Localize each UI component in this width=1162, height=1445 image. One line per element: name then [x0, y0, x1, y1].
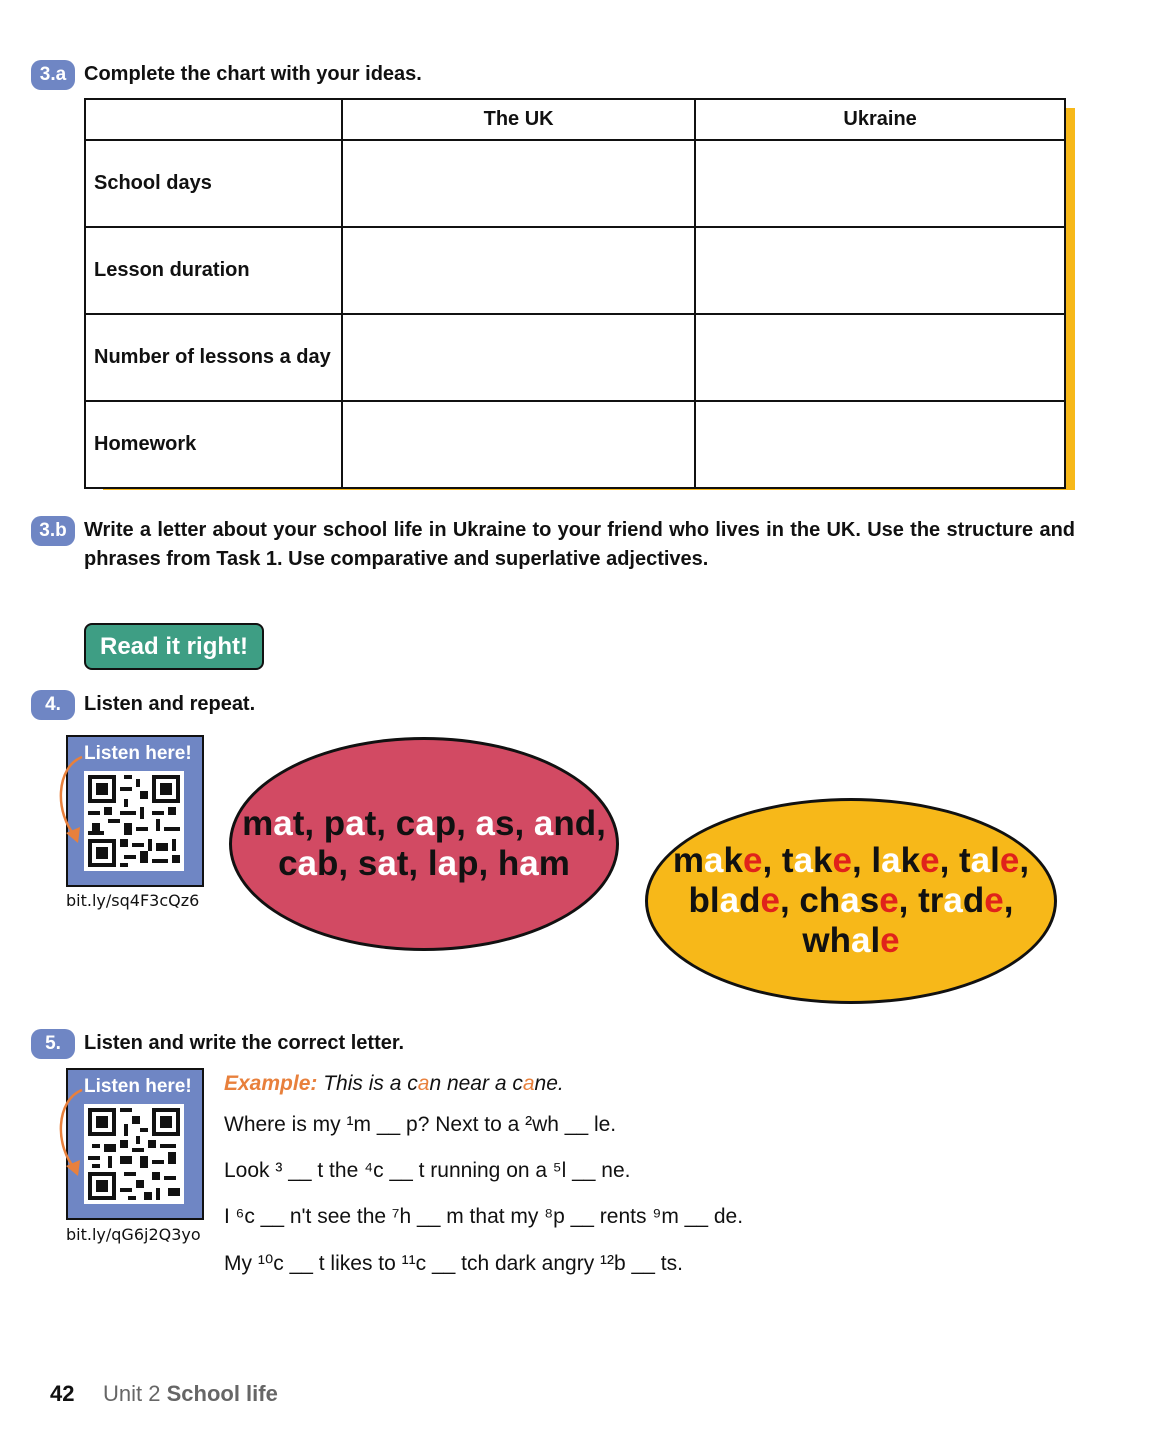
chart-cell-ukraine[interactable] — [695, 140, 1065, 227]
qr-code-icon — [84, 771, 184, 871]
task-4-instruction: Listen and repeat. — [84, 693, 256, 715]
curved-arrow-icon — [52, 753, 86, 849]
short-a-words-oval — [229, 737, 619, 951]
long-a-words-line2: blade, chase, trade, — [688, 881, 1014, 920]
exercise-sentence: Look ³ __ t the ⁴c __ t running on a ⁵l __ ne. — [224, 1159, 631, 1182]
page-number: 42 — [50, 1381, 75, 1406]
long-a-words — [673, 841, 1029, 961]
chart-row-label: Number of lessons a day — [85, 314, 342, 401]
chart-row-label: School days — [85, 140, 342, 227]
chart-cell-ukraine[interactable] — [695, 401, 1065, 488]
chart-header-row — [85, 99, 1065, 140]
unit-title: School life — [166, 1381, 278, 1406]
task-badge-4: 4. — [31, 690, 75, 720]
chart-row — [85, 140, 1065, 227]
short-a-words-line1: mat, pat, cap, as, and, — [242, 804, 606, 843]
qr-code-card[interactable] — [66, 1068, 204, 1220]
unit-number: Unit 2 — [103, 1381, 161, 1406]
qr-code-card[interactable] — [66, 735, 204, 887]
chart-cell-uk[interactable] — [342, 314, 695, 401]
chart-row — [85, 227, 1065, 314]
qr-url-task5[interactable]: bit.ly/qG6j2Q3yo — [66, 1225, 201, 1244]
curved-arrow-icon — [52, 1086, 86, 1182]
task-3a-instruction: Complete the chart with your ideas. — [84, 63, 422, 85]
example-sentence — [224, 1072, 564, 1096]
qr-url-task4[interactable]: bit.ly/sq4F3cQz6 — [66, 891, 200, 910]
task-3b-instruction-line1: Write a letter about your school life in Ukraine to your friend who lives in the UK. Use the structure and — [84, 519, 1075, 541]
chart-row-label: Homework — [85, 401, 342, 488]
chart-cell-uk[interactable] — [342, 401, 695, 488]
long-a-words-oval — [645, 798, 1057, 1004]
task-5-instruction: Listen and write the correct letter. — [84, 1032, 405, 1054]
chart-header-ukraine: Ukraine — [695, 99, 1065, 140]
short-a-words — [242, 804, 606, 884]
chart-cell-ukraine[interactable] — [695, 227, 1065, 314]
chart-cell-ukraine[interactable] — [695, 314, 1065, 401]
task-badge-5: 5. — [31, 1029, 75, 1059]
exercise-sentence: I ⁶c __ n't see the ⁷h __ m that my ⁸p __ rents ⁹m __ de. — [224, 1205, 744, 1228]
task-badge-3b: 3.b — [31, 516, 75, 546]
example-label: Example: — [224, 1072, 318, 1095]
chart-header-uk: The UK — [342, 99, 695, 140]
task-3b-instruction-line2: phrases from Task 1. Use comparative and superlative adjectives. — [84, 548, 709, 570]
long-a-words-line3: whale — [802, 921, 900, 960]
listen-here-label: Listen here! — [84, 743, 192, 764]
short-a-words-line2: cab, sat, lap, ham — [278, 844, 570, 883]
chart-header-blank — [85, 99, 342, 140]
chart-row — [85, 314, 1065, 401]
long-a-words-line1: make, take, lake, tale, — [672, 841, 1030, 880]
example-text: This is a can near a cane. — [323, 1072, 564, 1095]
task-badge-3a: 3.a — [31, 60, 75, 90]
chart-cell-uk[interactable] — [342, 140, 695, 227]
exercise-sentence: Where is my ¹m __ p? Next to a ²wh __ le. — [224, 1113, 617, 1136]
chart-cell-uk[interactable] — [342, 227, 695, 314]
school-comparison-chart — [84, 98, 1066, 489]
unit-label — [103, 1381, 278, 1407]
exercise-sentence: My ¹⁰c __ t likes to ¹¹c __ tch dark angry ¹²b __ ts. — [224, 1252, 683, 1275]
chart-row — [85, 401, 1065, 488]
chart-row-label: Lesson duration — [85, 227, 342, 314]
read-it-right-banner: Read it right! — [84, 623, 264, 670]
qr-code-icon — [84, 1104, 184, 1204]
listen-here-label: Listen here! — [84, 1076, 192, 1097]
